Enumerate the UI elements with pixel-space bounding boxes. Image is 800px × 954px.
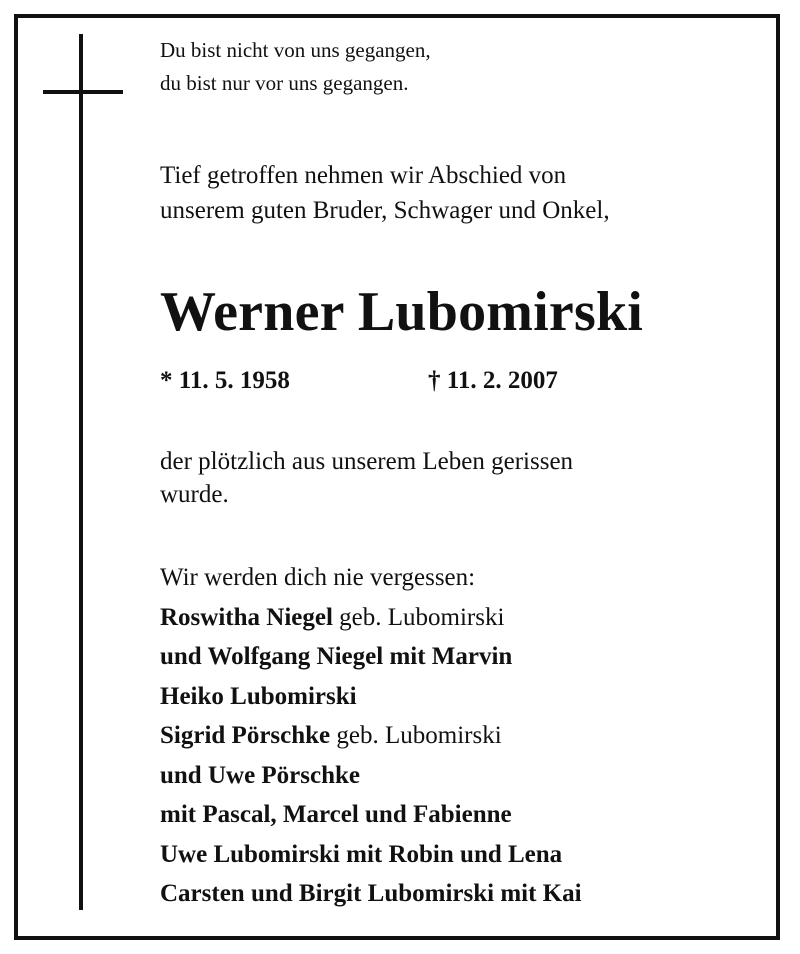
sentence-line-1: der plötzlich aus unserem Leben gerissen xyxy=(160,448,574,475)
death-date: † 11. 2. 2007 xyxy=(428,367,558,394)
mourner-line: Heiko Lubomirski xyxy=(160,682,357,710)
mourner-line xyxy=(160,716,582,756)
birth-date: * 11. 5. 1958 xyxy=(160,367,290,394)
quote-line-1: Du bist nicht von uns gegangen, xyxy=(160,38,431,62)
sentence-line-2: wurde. xyxy=(160,481,229,508)
mourner-line: und Uwe Pörschke xyxy=(160,761,361,789)
cross-icon xyxy=(79,34,83,910)
mourner-line: und Wolfgang Niegel mit Marvin xyxy=(160,643,513,670)
mourner-maiden-name: geb. Lubomirski xyxy=(332,603,505,631)
mourners-heading: Wir werden dich nie vergessen: xyxy=(160,564,476,591)
memorial-quote xyxy=(160,34,431,100)
mourner-name: Roswitha Niegel xyxy=(160,603,333,631)
intro-line-1: Tief getroffen nehmen wir Abschied von xyxy=(160,162,567,189)
mourner-line: Carsten und Birgit Lubomirski mit Kai xyxy=(160,880,582,907)
mourners-list xyxy=(160,558,582,914)
mourner-line: Uwe Lubomirski mit Robin und Lena xyxy=(160,840,563,868)
intro-line-2: unserem guten Bruder, Schwager und Onkel, xyxy=(160,197,610,224)
deceased-name: Werner Lubomirski xyxy=(160,281,644,343)
cross-icon-crossbar xyxy=(43,90,123,94)
mourner-line xyxy=(160,598,582,638)
mourner-line: mit Pascal, Marcel und Fabienne xyxy=(160,801,512,828)
mourner-maiden-name: geb. Lubomirski xyxy=(330,722,502,749)
mourner-name: Sigrid Pörschke xyxy=(160,722,331,749)
sentence-text xyxy=(160,445,573,511)
quote-line-2: du bist nur vor uns gegangen. xyxy=(160,71,409,95)
intro-text xyxy=(160,158,610,228)
